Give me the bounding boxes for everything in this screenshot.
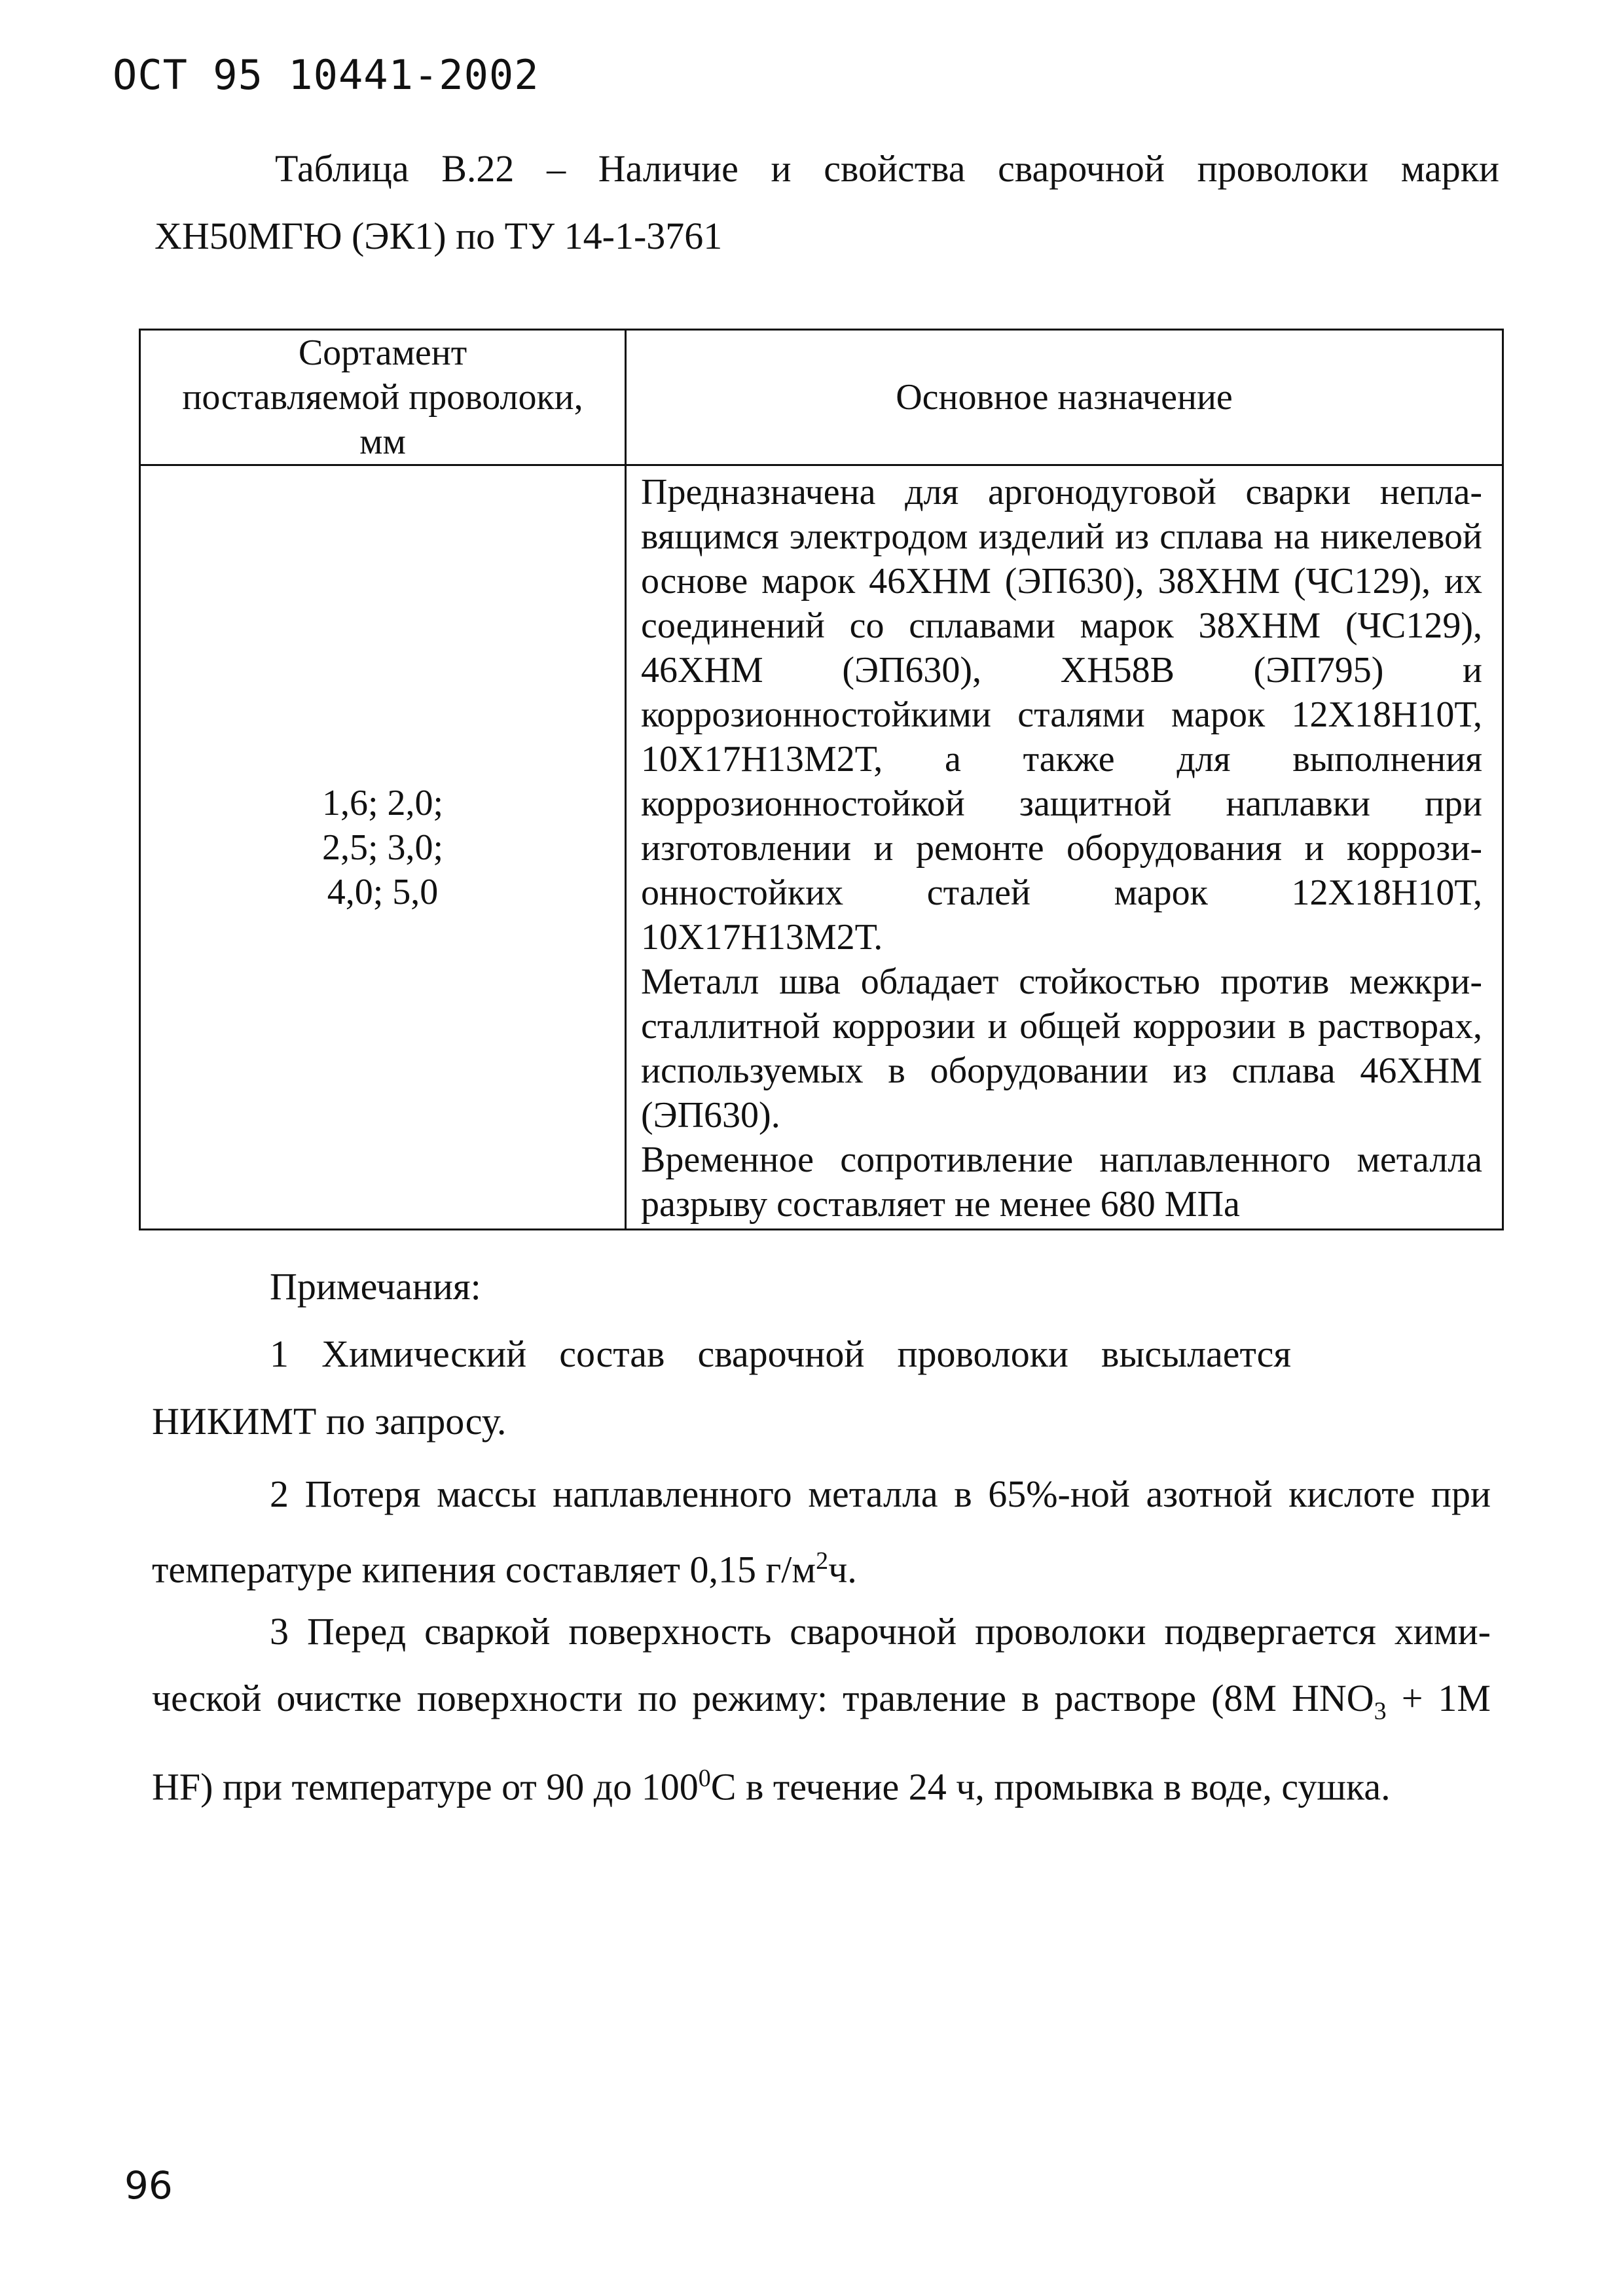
- note-3-text-middle: + 1M HF) при температуре от 90 до 100: [152, 1677, 1491, 1808]
- notes-title: Примечания:: [270, 1265, 481, 1308]
- note-3: [152, 1598, 1491, 1820]
- table-row: [140, 465, 1503, 1230]
- header-assortment-line-1: Сортамент: [298, 332, 467, 373]
- document-code: ОСТ 95 10441-2002: [113, 51, 539, 99]
- header-purpose-label: Основное назначение: [896, 377, 1233, 418]
- header-assortment-line-2: поставляемой проволоки,: [182, 377, 583, 418]
- cell-purpose: [626, 465, 1503, 1230]
- note-2-text: 2 Потеря массы наплавленного металла в 65%-ной азотной кислоте при температуре кипения составляет 0,15 г/м: [152, 1473, 1491, 1591]
- wire-sizes-line-2: 2,5; 3,0;: [321, 827, 444, 868]
- note-3-text: 3 Перед сваркой поверхность сварочной проволоки подвергается химической очистке поверхности по режиму: травление в растворе (8M HNO: [152, 1610, 1491, 1719]
- wire-sizes-line-3: 4,0; 5,0: [327, 871, 439, 912]
- purpose-paragraph-3: Временное сопротивление наплавленного металла разрыву составляет не менее 680 МПа: [641, 1139, 1482, 1225]
- header-assortment-line-3: мм: [359, 422, 406, 462]
- cell-wire-sizes: [140, 465, 626, 1230]
- note-1-line-1: 1 Химический состав сварочной проволоки высылается: [270, 1333, 1291, 1375]
- wire-sizes-line-1: 1,6; 2,0;: [321, 782, 444, 823]
- wire-properties-table: [139, 329, 1504, 1230]
- table-title-line-2: ХН50МГЮ (ЭК1) по ТУ 14-1-3761: [155, 215, 723, 257]
- header-cell-assortment: [140, 330, 626, 465]
- note-2-superscript: 2: [816, 1547, 829, 1575]
- page-number: 96: [124, 2163, 173, 2208]
- header-cell-purpose: [626, 330, 1503, 465]
- note-2: [152, 1461, 1491, 1603]
- note-3-text-end: С в течение 24 ч, промывка в воде, сушка.: [710, 1765, 1391, 1808]
- purpose-paragraph-2: Металл шва обладает стойкостью против межкристаллитной коррозии и общей коррозии в растворах, используемых в оборудовании из сплава 46ХНМ (ЭП630).: [641, 961, 1482, 1136]
- note-3-superscript: 0: [698, 1764, 711, 1792]
- note-2-text-end: ч.: [828, 1548, 857, 1591]
- note-3-subscript: 3: [1374, 1697, 1387, 1725]
- table-title-line-1: Таблица В.22 – Наличие и свойства сварочной проволоки марки: [275, 147, 1499, 190]
- note-1-line-2: НИКИМТ по запросу.: [152, 1400, 507, 1443]
- table-header-row: [140, 330, 1503, 465]
- purpose-paragraph-1: Предназначена для аргонодуговой сварки неплавящимся электродом изделий из сплава на никелевой основе марок 46ХНМ (ЭП630), 38ХНМ (ЧС129), их соединений со сплавами марок 38ХНМ (ЧС129), 46ХНМ (ЭП630), ХН58В (ЭП795) и коррозионностойкими сталями марок 12Х18Н10Т, 10Х17Н13М2Т, а также для выполнения коррозионностойкой защитной наплавки при изготовлении и ремонте оборудования и коррозионностойких сталей марок 12Х18Н10Т, 10Х17Н13М2Т.: [641, 472, 1482, 958]
